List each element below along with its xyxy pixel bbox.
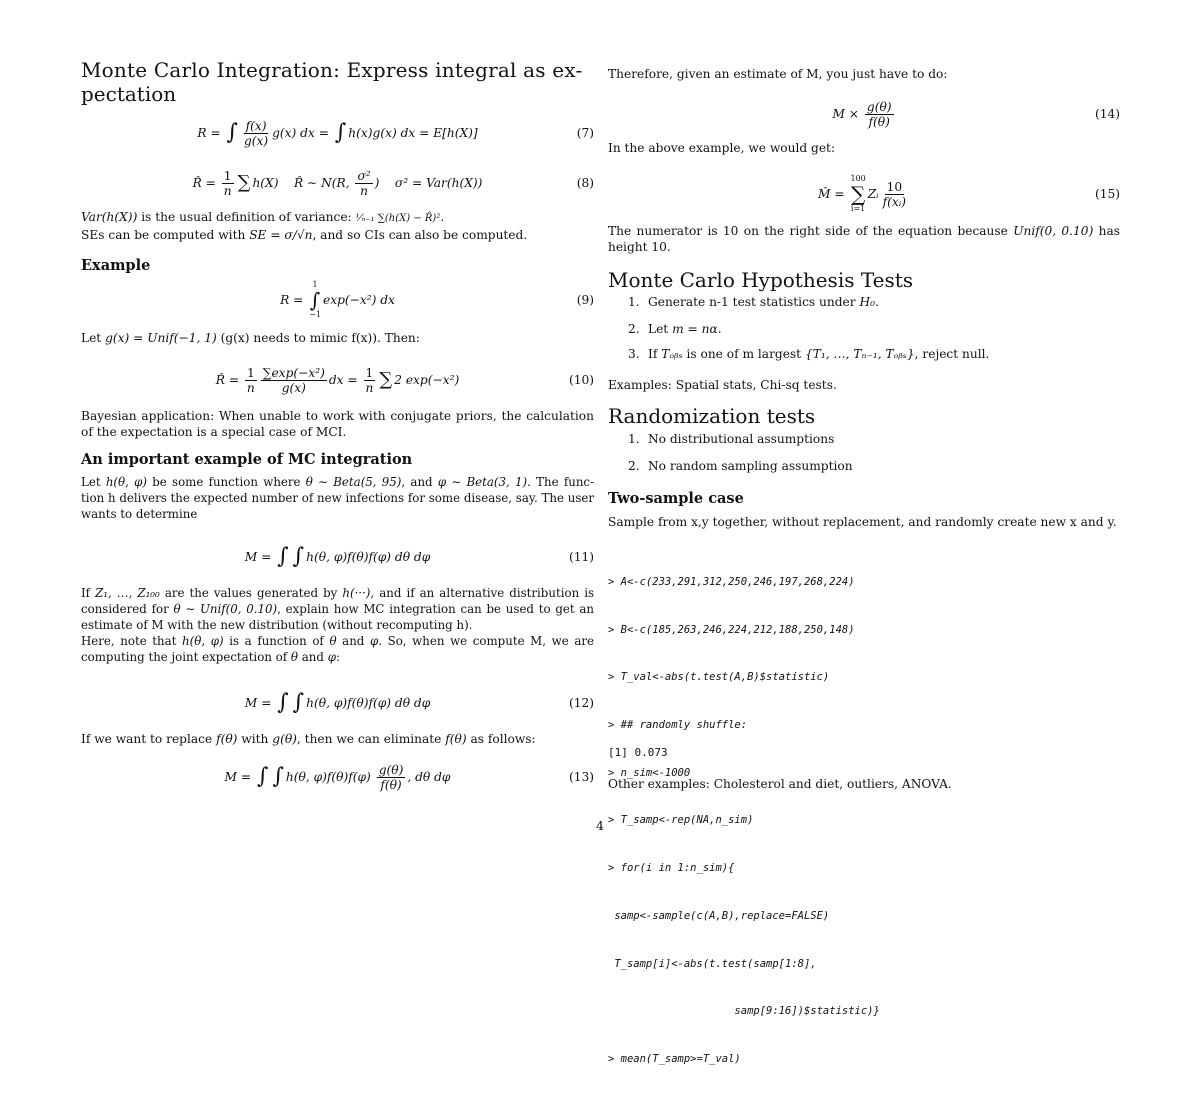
replace-paragraph: If we want to replace f(θ) with g(θ), then we can eliminate f(θ) as follows: xyxy=(81,732,536,746)
equation-13-number: (13) xyxy=(568,770,594,784)
code-line: > B<-c(185,263,246,224,212,188,250,148) xyxy=(608,623,855,636)
replace-text-4: as follows: xyxy=(470,732,536,746)
important-text-3: tion h delivers the expected number of new infections for some disease, say. The user wants to determine xyxy=(81,491,594,521)
therefore-text: Therefore, given an estimate of M, you just have to do: xyxy=(608,67,948,81)
let-paragraph: Let g(x) = Unif(−1, 1) (g(x) needs to mimic f(x)). Then: xyxy=(81,331,420,345)
bayes-paragraph: Bayesian application: When unable to work with conjugate priors, the calculation of the expectation is a special case of MCI. xyxy=(81,409,594,439)
let-text: (g(x) needs to mimic f(x)). Then: xyxy=(220,331,420,345)
section-title-line1: Monte Carlo Integration: Express integral as ex- xyxy=(81,58,583,82)
two-sample-heading: Two-sample case xyxy=(608,490,744,507)
if-text-3: explain how MC integration can be used to get an estimate of M with the new distribution (without recomputing h). xyxy=(81,602,595,632)
section-title-mc-integration xyxy=(81,58,594,106)
equation-13 xyxy=(81,757,594,797)
equation-9-formula: R = 1 ∫ −1 exp(−x²) dx xyxy=(280,280,395,319)
equation-15 xyxy=(608,169,1120,219)
equation-7 xyxy=(81,113,594,153)
se-text-tail: , and so CIs can also be computed. xyxy=(312,228,528,242)
equation-10-number: (10) xyxy=(568,373,594,387)
section-title-line2: pectation xyxy=(81,82,177,106)
replace-text-3: then we can eliminate xyxy=(304,732,442,746)
hypothesis-tests-heading: Monte Carlo Hypothesis Tests xyxy=(608,268,914,292)
equation-11 xyxy=(81,537,594,577)
code-line: > for(i in 1:n_sim){ xyxy=(608,862,735,875)
hypothesis-steps-list xyxy=(608,294,1120,374)
replace-text-2: with xyxy=(241,732,269,746)
se-text: SEs can be computed with xyxy=(81,228,246,242)
two-sample-text: Sample from x,y together, without replacement, and randomly create new x and y. xyxy=(608,515,1117,529)
other-examples: Other examples: Cholesterol and diet, outliers, ANOVA. xyxy=(608,777,952,791)
equation-7-formula: R = ∫ $\frac{f(x)}{g(x)}$ g(x) dx = ∫ h(x)g(x) dx = E[h(X)] xyxy=(197,118,478,148)
variance-paragraph: Var(h(X)) is the usual definition of variance: ¹⁄ₙ₋₁ ∑(h(X) − R̂)². SEs can be computed with SE = σ/√n, and so CIs can also be computed. xyxy=(81,210,528,242)
important-text-1: be some function where xyxy=(152,475,301,489)
numerator-text-1: The numerator is 10 on the right side of the equation because xyxy=(608,224,1008,238)
hypothesis-examples: Examples: Spatial stats, Chi-sq tests. xyxy=(608,378,837,392)
randomization-tests-heading: Randomization tests xyxy=(608,404,816,428)
numerator-paragraph: The numerator is 10 on the right side of the equation because Unif(0, 0.10) has height 10. xyxy=(608,224,1121,254)
equation-12-formula: M = ∫ ∫ h(θ, φ)f(θ)f(φ) dθ dφ xyxy=(244,690,431,715)
equation-14-formula: M × $\frac{g(\theta)}{f(\theta)}$ xyxy=(832,99,892,129)
code-line: samp[9:16])$statistic)} xyxy=(608,1005,880,1018)
if-text-1: are the values generated by xyxy=(164,586,338,600)
replace-text: If we want to replace xyxy=(81,732,213,746)
numerator-text-2: has height 10. xyxy=(608,224,1121,254)
code-line: T_samp[i]<-abs(t.test(samp[1:8], xyxy=(608,957,817,970)
equation-11-formula: M = ∫ ∫ h(θ, φ)f(θ)f(φ) dθ dφ xyxy=(244,544,431,569)
equation-10-formula: R̂ = $\frac{1}{n}$ $\frac{\text{∑exp(−x²)}}{g(x)}$ dx = $\frac{1}{n}$ ∑ 2 exp(−x²) xyxy=(215,365,460,395)
list-item: 3. If Tₒᵦₛ is one of m largest {T₁, …, Tₙ₋₁, Tₒᵦₛ}, reject null. xyxy=(628,347,990,361)
equation-14 xyxy=(608,94,1120,134)
equation-10 xyxy=(81,360,594,400)
equation-8-formula: R̂ = $\frac{1}{n}$ ∑ h(X) R̂ ∼ N(R, $\frac{\text{σ²}}{n}$ ) σ² = Var(h(X)) xyxy=(192,168,483,198)
equation-11-number: (11) xyxy=(568,550,594,564)
r-output: [1] 0.073 xyxy=(608,746,668,759)
code-line: > mean(T_samp>=T_val) xyxy=(608,1053,741,1065)
important-example-heading: An important example of MC integration xyxy=(81,451,413,468)
list-item: 1. No distributional assumptions xyxy=(628,432,835,446)
example-heading: Example xyxy=(81,257,151,274)
code-line: > n_sim<-1000 xyxy=(608,766,691,779)
code-line: > ## randomly shuffle: xyxy=(608,718,748,731)
here-text: is a function of xyxy=(229,634,324,648)
list-item: 2. No random sampling assumption xyxy=(628,459,853,473)
equation-8-number: (8) xyxy=(576,176,594,190)
code-line: > A<-c(233,291,312,250,246,197,268,224) xyxy=(608,575,855,588)
equation-13-formula: M = ∫ ∫ h(θ, φ)f(θ)f(φ) $\frac{g(\theta)}{f(\theta)}$ , dθ dφ xyxy=(224,762,451,792)
code-line: > T_samp<-rep(NA,n_sim) xyxy=(608,814,754,827)
above-text: In the above example, we would get: xyxy=(608,141,836,155)
equation-12-number: (12) xyxy=(568,696,594,710)
important-paragraph: Let h(θ, φ) be some function where θ ∼ Beta(5, 95), and φ ∼ Beta(3, 1). The func- tion h delivers the expected number of new infections for some disease, say. The user wants to determine xyxy=(81,475,595,521)
equation-15-number: (15) xyxy=(1094,187,1120,201)
equation-9 xyxy=(81,280,594,320)
equation-15-formula: M̂ = 100 ∑ i=1 Zᵢ $\frac{10}{\text{f(xᵢ)}}$ xyxy=(817,174,906,213)
equation-12 xyxy=(81,683,594,723)
if-paragraph: If Z₁, …, Z₁₀₀ are the values generated by h(···), and if an alternative distribution is considered for θ ∼ Unif(0, 0.10), explain how MC integration can be used to get an estimate of M with the new distribution (without recomputing h). xyxy=(81,586,595,632)
list-item: 2. Let m = nα. xyxy=(628,322,722,336)
here-text-2: So, when we compute M, we are computing the joint expectation of xyxy=(81,634,594,664)
if-text-2: and if an alternative distribution is considered for xyxy=(81,586,595,616)
code-line: > T_val<-abs(t.test(A,B)$statistic) xyxy=(608,671,830,684)
code-line: samp<-sample(c(A,B),replace=FALSE) xyxy=(608,909,830,922)
equation-7-number: (7) xyxy=(576,126,594,140)
equation-8 xyxy=(81,163,594,203)
page-number: 4 xyxy=(596,818,604,833)
equation-9-number: (9) xyxy=(576,293,594,307)
equation-14-number: (14) xyxy=(1094,107,1120,121)
list-item: 1. Generate n-1 test statistics under H₀. xyxy=(628,295,879,309)
here-paragraph: Here, note that h(θ, φ) is a function of θ and φ. So, when we compute M, we are computing the joint expectation of θ and φ: xyxy=(81,634,594,664)
important-text-2: The func- xyxy=(536,475,595,489)
variance-text: is the usual definition of variance: xyxy=(141,210,352,224)
randomization-list xyxy=(608,431,1120,481)
